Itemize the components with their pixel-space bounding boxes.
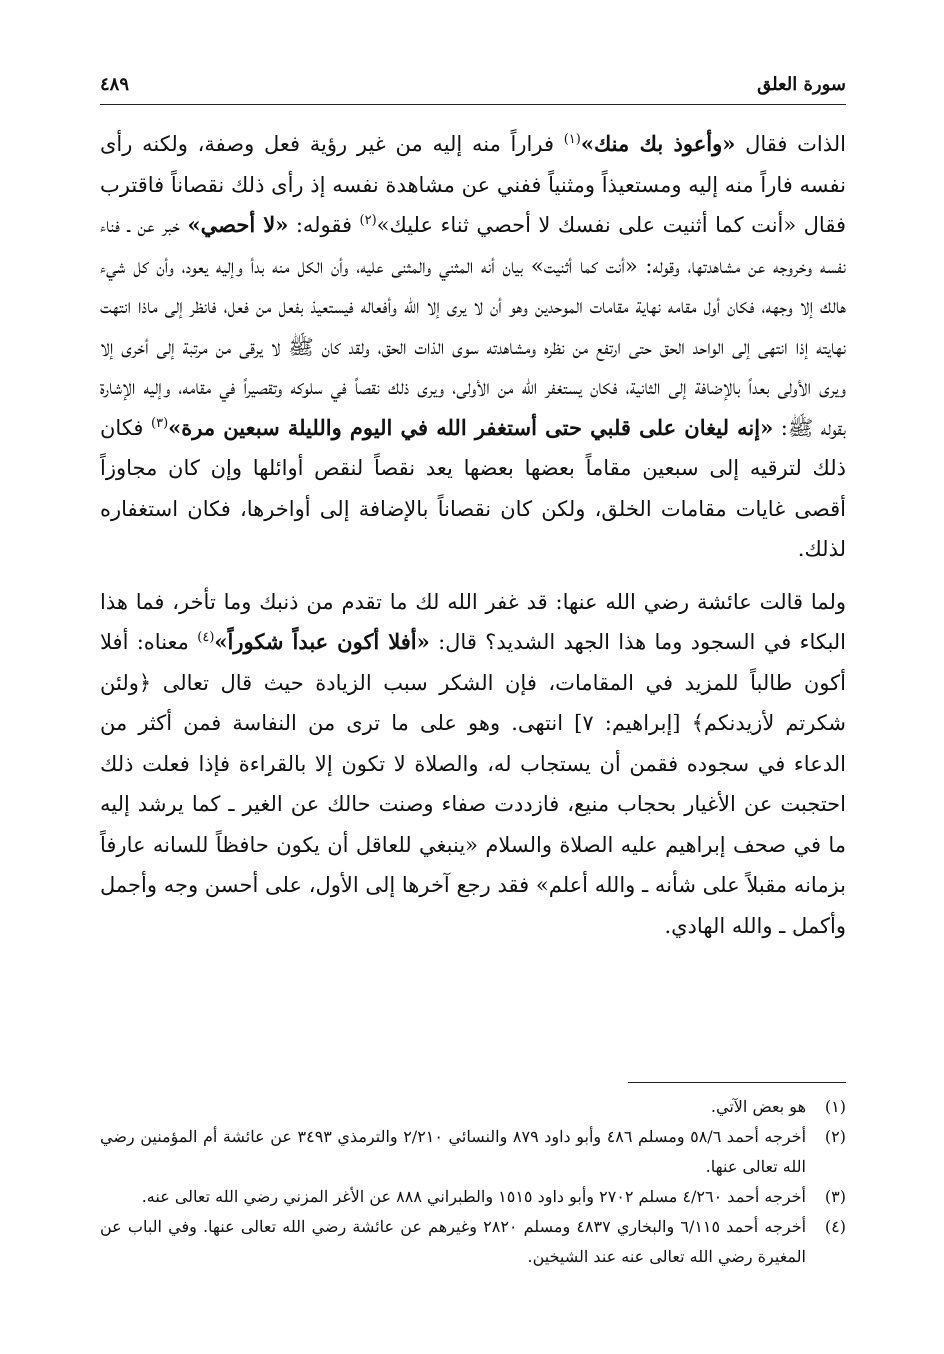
footnote (100, 1122, 846, 1182)
footnote-text: أخرجه أحمد ٤/٢٦٠ مسلم ٢٧٠٢ وأبو داود ١٥١٥ والطبراني ٨٨٨ عن الأغر المزني رضي الله تعالى عنه. (141, 1187, 806, 1206)
text-run: فكان ذلك لترقيه إلى سبعين مقاماً بعضها بعضها يعد نقصاً لنقص أوائلها وإن كان مجاوزاً أقصى غايات مقامات الخلق، ولكن كان نقصاناً بالإضافة إلى أواخرها، فكان استغفاره لذلك. (100, 415, 846, 561)
footnotes (100, 1092, 846, 1272)
footnote-ref: (١) (563, 132, 581, 147)
surah-title: سورة العلق (757, 74, 846, 95)
text-run: فراراً منه إليه من غير رؤية فعل وصفة، ولكنه رأى نفسه فاراً منه إليه ومستعيذاً ومثنياً ففني عن مشاهدة نفسه إذ رأى ذلك نقصاناً فاقترب فقال «أنت كما أثنيت على نفسك لا أحصي ثناء عليك» (100, 132, 846, 237)
footnote (100, 1092, 846, 1122)
footnote-text: هو بعض الآتي. (710, 1097, 806, 1116)
hadith-quote: «إنه ليغان على قلبي حتى أستغفر الله في اليوم والليلة سبعين مرة» (168, 414, 774, 440)
page-number: ٤٨٩ (100, 74, 130, 95)
text-run: خبر عن ـ فناء نفسه وخروجه عن مشاهدتها، وقوله: «أنت كما أثنيت» بيان أنه المثني والمثنى عليه، وأن الكل منه بدأ وإليه يعود، وأن كل شيء هالك إلا وجهه، فكان أول مقامه نهاية مقامات الموحدين وهو أن لا يرى إلا الله وأفعاله فيستعيذ بفعل من فعل، فانظر إلى ماذا انتهت نهايته إذا انتهى إلى الواحد الحق حتى ارتفع من نظره ومشاهدته سوى الذات الحق، ولقد كان ﷺ لا يرقى من مرتبة إلى أخرى إلا ويرى الأولى بعداً بالإضافة إلى الثانية، فكان يستغفر الله من الأولى، ويرى ذلك نقصاً في سلوكه وتقصيراً في مقامه، وإليه الإشارة بقوله ﷺ: (100, 213, 846, 440)
text-run: ولما قالت عائشة رضي الله عنها: قد غفر الله لك ما تقدم من ذنبك وما تأخر، فما هذا البكاء في السجود وما هذا الجهد الشديد؟ قال: (100, 589, 847, 654)
text-run: الذات فقال (735, 132, 846, 156)
text-run: فقوله: (288, 213, 360, 237)
footnote-ref: (٢) (359, 213, 377, 228)
hadith-quote: «أفلا أكون عبداً شكوراً» (214, 629, 430, 654)
paragraph (100, 582, 846, 947)
footnote-number: (١) (824, 1097, 846, 1116)
footnote-text: أخرجه أحمد ٦/١١٥ والبخاري ٤٨٣٧ ومسلم ٢٨٢٠ وغيرهم عن عائشة رضي الله تعالى عنها. وفي الباب عن المغيرة رضي الله تعالى عنه عند الشيخين. (100, 1217, 807, 1266)
page-header (100, 72, 846, 105)
footnote-ref: (٤) (197, 630, 215, 645)
hadith-quote: «لا أحصي» (187, 212, 289, 237)
footnote-separator (628, 1082, 846, 1083)
footnote-number: (٣) (824, 1187, 846, 1206)
footnote-ref: (٣) (151, 415, 169, 431)
hadith-quote: «وأعوذ بك منك» (580, 131, 736, 156)
footnote-number: (٢) (824, 1127, 846, 1146)
footnote-number: (٤) (824, 1217, 846, 1236)
text-run: معناه: أفلا أكون طالباً للمزيد في المقامات، فإن الشكر سبب الزيادة حيث قال تعالى ﴿ولئن شكرتم لأزيدنكم﴾ [إبراهيم: ٧] انتهى. وهو على ما ترى من النفاسة فمن أكثر من الدعاء في سجوده فقمن أن يستجاب له، والصلاة لا تكون إلا بالقراءة فإذا فعلت ذلك احتجبت عن الأغيار بحجاب منيع، فازددت صفاء وصنت حالك عن الغير ـ كما يرشد إليه ما في صحف إبراهيم عليه الصلاة والسلام «ينبغي للعاقل أن يكون حافظاً للسانه عارفاً بزمانه مقبلاً على شأنه ـ والله أعلم» فقد رجع آخرها إلى الأول، على أحسن وجه وأجمل وأكمل ـ والله الهادي. (100, 630, 846, 938)
footnote (100, 1212, 846, 1272)
footnote-text: أخرجه أحمد ٥٨/٦ ومسلم ٤٨٦ وأبو داود ٨٧٩ والنسائي ٢/٢١٠ والترمذي ٣٤٩٣ عن عائشة أم المؤمنين رضي الله تعالى عنها. (100, 1127, 807, 1176)
main-text (100, 124, 846, 946)
paragraph (100, 124, 846, 570)
footnote (100, 1182, 846, 1212)
